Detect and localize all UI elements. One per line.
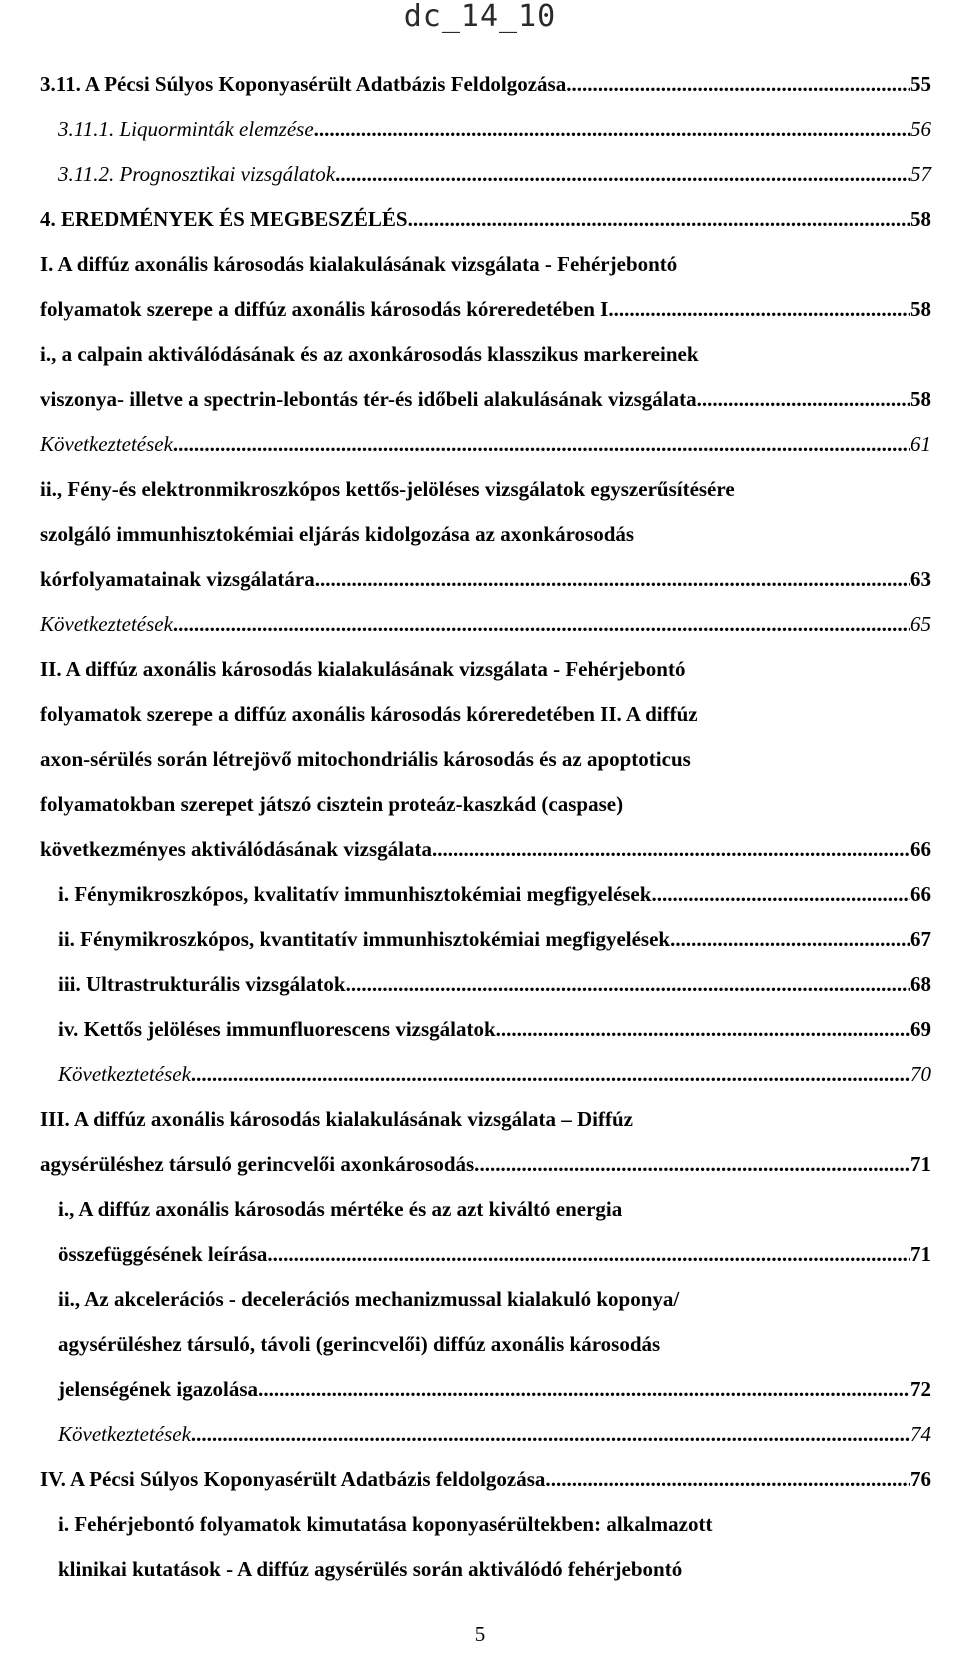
toc-entry-IV-i-line1[interactable]: i. Fehérjebontó folyamatok kimutatása koponyasérültekben: alkalmazott xyxy=(58,1512,713,1536)
toc-entry-title: folyamatok szerepe a diffúz axonális károsodás kóreredetében I. xyxy=(40,297,614,321)
toc-page-number: 69 xyxy=(910,1017,931,1041)
toc-page-number: 70 xyxy=(910,1062,931,1086)
toc-entry-conclusions[interactable] xyxy=(40,1052,931,1097)
toc-page-number: 61 xyxy=(910,432,931,456)
toc-entry-II-i[interactable] xyxy=(40,872,931,917)
toc-entry-III-i-line2[interactable] xyxy=(40,1232,931,1277)
toc-leader-dots xyxy=(173,422,910,467)
toc-leader-dots xyxy=(335,152,910,197)
toc-page-number: 67 xyxy=(910,927,931,951)
toc-entry-title: Következtetések xyxy=(40,612,173,636)
toc-leader-dots xyxy=(670,917,910,962)
toc-entry-section-II-line2[interactable]: folyamatok szerepe a diffúz axonális károsodás kóreredetében II. A diffúz xyxy=(40,702,698,726)
toc-entry-section-III-line2[interactable] xyxy=(40,1142,931,1187)
toc-entry-III-ii-line2[interactable]: agysérüléshez társuló, távoli (gerincvelői) diffúz axonális károsodás xyxy=(58,1332,661,1356)
toc-page-number: 68 xyxy=(910,972,931,996)
toc-entry-title: 3.11. A Pécsi Súlyos Koponyasérült Adatbázis Feldolgozása xyxy=(40,72,567,96)
toc-leader-dots xyxy=(315,557,910,602)
toc-entry-conclusions[interactable] xyxy=(40,1412,931,1457)
toc-entry-IV-i-line2[interactable]: klinikai kutatások - A diffúz agysérülés során aktiválódó fehérjebontó xyxy=(58,1557,683,1581)
toc-leader-dots xyxy=(173,602,910,647)
toc-entry-I-i-line1[interactable]: i., a calpain aktiválódásának és az axonkárosodás klasszikus markereinek xyxy=(40,342,699,366)
toc-entry-title: iv. Kettős jelöléses immunfluorescens vizsgálatok xyxy=(58,1017,496,1041)
toc-entry-II-ii[interactable] xyxy=(40,917,931,962)
toc-page-number: 56 xyxy=(910,117,931,141)
toc-entry-title: viszonya- illetve a spectrin-lebontás tér-és időbeli alakulásának vizsgálata. xyxy=(40,387,702,411)
toc-page-number: 58 xyxy=(910,297,931,321)
toc-entry-title: 3.11.2. Prognosztikai vizsgálatok xyxy=(58,162,336,186)
toc-leader-dots xyxy=(702,377,910,422)
toc-leader-dots xyxy=(437,827,910,872)
toc-page-number: 66 xyxy=(910,837,931,861)
toc-entry-section-IV[interactable] xyxy=(40,1457,931,1502)
toc-entry-III-ii-line3[interactable] xyxy=(40,1367,931,1412)
toc-page-number: 74 xyxy=(910,1422,931,1446)
toc-entry-3-11-1[interactable] xyxy=(40,107,931,152)
document-id-header: dc_14_10 xyxy=(403,0,557,34)
toc-entry-3-11[interactable] xyxy=(40,62,931,107)
toc-page-number: 71 xyxy=(910,1242,931,1266)
toc-entry-title: 3.11.1. Liquorminták elemzése xyxy=(58,117,314,141)
table-of-contents xyxy=(40,62,931,1592)
page-number: 5 xyxy=(474,1622,486,1646)
toc-entry-chapter-4[interactable] xyxy=(40,197,931,242)
toc-page-number: 57 xyxy=(910,162,931,186)
toc-entry-I-ii-line2[interactable]: szolgáló immunhisztokémiai eljárás kidolgozása az axonkárosodás xyxy=(40,522,635,546)
toc-page-number: 66 xyxy=(910,882,931,906)
toc-page-number: 76 xyxy=(910,1467,931,1491)
toc-leader-dots xyxy=(191,1052,910,1097)
toc-entry-title: Következtetések xyxy=(58,1062,191,1086)
toc-entry-title: ii. Fénymikroszkópos, kvantitatív immunhisztokémiai megfigyelések xyxy=(58,927,671,951)
toc-entry-conclusions[interactable] xyxy=(40,422,931,467)
toc-entry-conclusions[interactable] xyxy=(40,602,931,647)
toc-entry-I-ii-line3[interactable] xyxy=(40,557,931,602)
toc-page-number: 55 xyxy=(910,72,931,96)
toc-page-number: 65 xyxy=(910,612,931,636)
toc-page-number: 63 xyxy=(910,567,931,591)
toc-leader-dots xyxy=(408,197,910,242)
toc-leader-dots xyxy=(258,1367,910,1412)
toc-entry-title: Következtetések xyxy=(40,432,173,456)
toc-page-number: 58 xyxy=(910,387,931,411)
toc-entry-title: kórfolyamatainak vizsgálatára xyxy=(40,567,315,591)
toc-entry-title: iii. Ultrastrukturális vizsgálatok xyxy=(58,972,346,996)
toc-entry-title: következményes aktiválódásának vizsgálata. xyxy=(40,837,438,861)
toc-entry-title: agysérüléshez társuló gerincvelői axonkárosodás. xyxy=(40,1152,480,1176)
toc-page-number: 72 xyxy=(910,1377,931,1401)
toc-entry-section-I-line2[interactable] xyxy=(40,287,931,332)
toc-leader-dots xyxy=(614,287,910,332)
toc-leader-dots xyxy=(651,872,910,917)
toc-entry-III-ii-line1[interactable]: ii., Az akcelerációs - decelerációs mechanizmussal kialakuló koponya/ xyxy=(58,1287,680,1311)
toc-entry-I-ii-line1[interactable]: ii., Fény-és elektronmikroszkópos kettős-jelöléses vizsgálatok egyszerűsítésére xyxy=(40,477,735,501)
toc-entry-section-II-line1[interactable]: II. A diffúz axonális károsodás kialakulásának vizsgálata - Fehérjebontó xyxy=(40,657,686,681)
toc-entry-section-III-line1[interactable]: III. A diffúz axonális károsodás kialakulásának vizsgálata – Diffúz xyxy=(40,1107,633,1131)
toc-entry-title: Következtetések xyxy=(58,1422,191,1446)
toc-leader-dots xyxy=(551,1457,910,1502)
toc-entry-title: jelenségének igazolása xyxy=(58,1377,259,1401)
toc-entry-section-I-line1[interactable]: I. A diffúz axonális károsodás kialakulásának vizsgálata - Fehérjebontó xyxy=(40,252,678,276)
toc-entry-III-i-line1[interactable]: i., A diffúz axonális károsodás mértéke és az azt kiváltó energia xyxy=(58,1197,623,1221)
toc-entry-I-i-line2[interactable] xyxy=(40,377,931,422)
toc-entry-II-iii[interactable] xyxy=(40,962,931,1007)
toc-leader-dots xyxy=(566,62,910,107)
toc-leader-dots xyxy=(191,1412,910,1457)
toc-leader-dots xyxy=(346,962,910,1007)
toc-entry-section-II-line4[interactable]: folyamatokban szerepet játszó cisztein proteáz-kaszkád (caspase) xyxy=(40,792,624,816)
toc-entry-title: 4. EREDMÉNYEK ÉS MEGBESZÉLÉS xyxy=(40,207,408,231)
toc-entry-II-iv[interactable] xyxy=(40,1007,931,1052)
toc-leader-dots xyxy=(267,1232,910,1277)
toc-entry-title: i. Fénymikroszkópos, kvalitatív immunhisztokémiai megfigyelések xyxy=(58,882,652,906)
toc-page-number: 58 xyxy=(910,207,931,231)
toc-leader-dots xyxy=(479,1142,910,1187)
toc-leader-dots xyxy=(496,1007,910,1052)
toc-page-number: 71 xyxy=(910,1152,931,1176)
toc-leader-dots xyxy=(314,107,910,152)
toc-entry-section-II-line3[interactable]: axon-sérülés során létrejövő mitochondriális károsodás és az apoptoticus xyxy=(40,747,691,771)
toc-entry-section-II-line5[interactable] xyxy=(40,827,931,872)
toc-entry-title: IV. A Pécsi Súlyos Koponyasérült Adatbázis feldolgozása. xyxy=(40,1467,551,1491)
toc-entry-3-11-2[interactable] xyxy=(40,152,931,197)
toc-entry-title: összefüggésének leírása xyxy=(58,1242,268,1266)
